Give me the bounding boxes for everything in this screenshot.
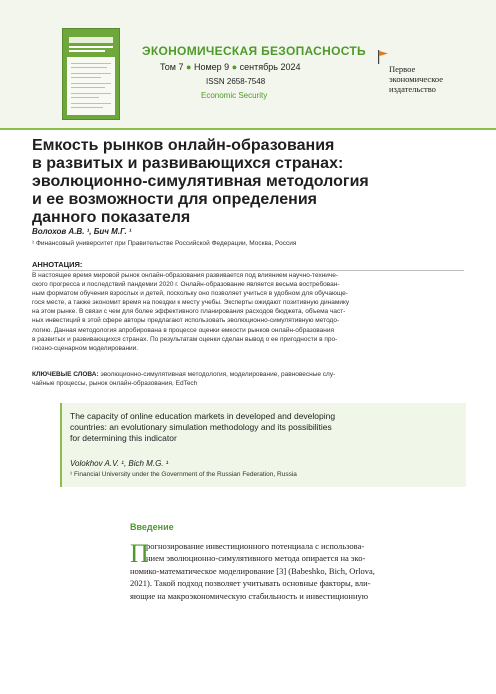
keywords: [32, 370, 464, 388]
article-title: [32, 137, 462, 227]
publisher-line-3: издательство: [389, 84, 436, 94]
journal-english-title: Economic Security: [201, 91, 268, 100]
intro-line: рогнозирование инвестиционного потенциала с использова-: [146, 541, 365, 551]
publisher-line-1: Первое: [389, 64, 416, 74]
volume: Том 7: [160, 62, 184, 72]
intro-line: номико-математическое моделирование [3] (Babeshko, Bich, Orlova,: [130, 565, 375, 576]
english-affiliation: ¹ Financial University under the Government of the Russian Federation, Russia: [70, 471, 297, 478]
abstract-line: гнозно-сценарном моделировании.: [32, 344, 139, 352]
issue-info: [160, 62, 301, 72]
keywords-text: чайные процессы, рынок онлайн-образования, EdTech: [32, 380, 198, 387]
abstract-line: ского прогресса и последствий пандемии 2020 г. Онлайн-образование является весьма востребован-: [32, 281, 340, 289]
title-line: Емкость рынков онлайн-образования: [32, 137, 335, 154]
title-line: в развитых и развивающихся странах:: [32, 155, 344, 172]
keywords-text: эволюционно-симулятивная методология, моделирование, равновесные слу-: [100, 371, 336, 378]
english-summary-box: [60, 403, 466, 487]
title-line: данного показателя: [32, 209, 191, 226]
english-title: [70, 411, 335, 444]
title-line: и ее возможности для определения: [32, 191, 317, 208]
intro-line: нием эволюционно-симулятивного метода опирается на эко-: [146, 553, 366, 564]
flag-icon: [377, 50, 389, 64]
intro-line: 2021). Такой подход позволяет учитывать основные факторы, вли-: [130, 578, 371, 589]
header-divider: [0, 128, 496, 130]
intro-line: яющие на макроэкономическую стабильность и инвестиционную: [130, 590, 369, 601]
title-line: эволюционно-симулятивная методология: [32, 173, 369, 190]
abstract-line: на этом рынке. В связи с чем для более эффективного планирования расходов бюджета, объема част-: [32, 308, 346, 316]
english-title-line: countries: an evolutionary simulation methodology and its possibilities: [70, 422, 332, 432]
english-title-line: The capacity of online education markets in developed and developing: [70, 411, 336, 421]
abstract-text: [32, 271, 464, 353]
bullet-icon: ●: [186, 62, 192, 72]
abstract-line: в развитых и развивающихся странах. По результатам оценки сделан вывод о ее пригодности в про-: [32, 335, 338, 343]
keywords-label: КЛЮЧЕВЫЕ СЛОВА:: [32, 371, 99, 378]
abstract-heading: АННОТАЦИЯ:: [32, 260, 83, 269]
abstract-line: ным форматом обучения взрослых и детей, поскольку оно позволяет учиться в удобном для обучающе-: [32, 290, 348, 298]
drop-cap: П: [130, 539, 149, 568]
introduction-text: [130, 540, 464, 602]
bullet-icon: ●: [231, 62, 238, 72]
section-heading-introduction: Введение: [130, 522, 174, 532]
publisher-line-2: экономическое: [389, 74, 444, 84]
journal-title: ЭКОНОМИЧЕСКАЯ БЕЗОПАСНОСТЬ: [142, 44, 366, 58]
english-title-line: for determining this indicator: [70, 433, 177, 443]
number: Номер 9: [193, 62, 230, 72]
abstract-line: гося месте, а также экономит время на поездки к месту учебы. Эксперты ожидают позитивную динамику: [32, 299, 350, 307]
article-affiliation: ¹ Финансовый университет при Правительстве Российской Федерации, Москва, Россия: [32, 240, 297, 247]
english-authors: Volokhov A.V. ¹, Bich M.G. ¹: [70, 459, 169, 468]
issue-date: сентябрь 2024: [239, 62, 301, 72]
article-authors: Волохов А.В. ¹, Бич М.Г. ¹: [32, 227, 132, 236]
abstract-line: В настоящее время мировой рынок онлайн-образования развивается под влиянием научно-техниче-: [32, 272, 339, 279]
abstract-line: логию. Данная методология апробирована в процессе оценки емкости рынков онлайн-образования: [32, 326, 335, 334]
issn: ISSN 2658-7548: [206, 77, 266, 86]
abstract-line: ных инвестиций в этой сфере авторы предлагают использовать эволюционно-симулятивную методо-: [32, 317, 340, 325]
journal-cover-thumbnail: [62, 28, 120, 120]
